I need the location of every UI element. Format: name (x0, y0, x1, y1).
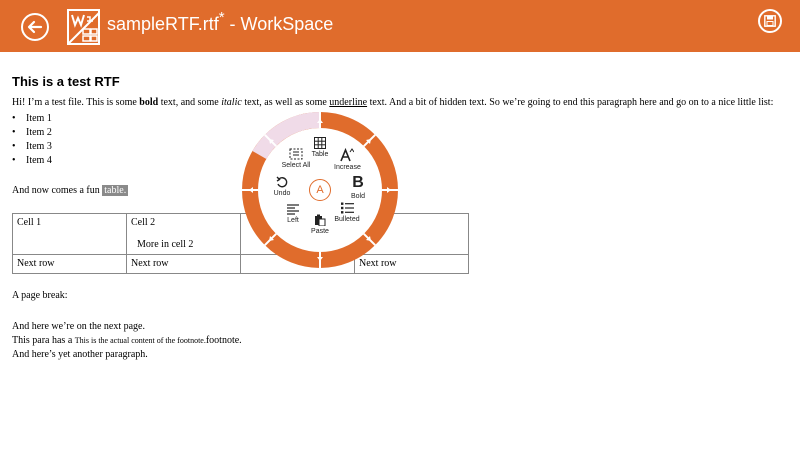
list-item: • Item 1 (12, 112, 792, 126)
document-body[interactable] (12, 74, 792, 362)
bulleted-list-button[interactable]: Bulleted (334, 202, 360, 223)
table-row (13, 255, 469, 274)
selected-text: table. (104, 185, 127, 196)
intro-paragraph: Hi! I’m a test file. This is some bold text, and some italic text, as well as some underline text. And a bit of hidden text. So we’re going to end this paragraph here and go on to a nice little list: (12, 97, 774, 108)
bold-button[interactable]: B Bold (346, 174, 370, 200)
next-page-paragraph: And here we’re on the next page. (12, 321, 145, 332)
footnote-paragraph: This para has a This is the actual content of the footnote.footnote. (12, 335, 242, 346)
back-arrow-icon (26, 18, 44, 36)
document-title (107, 9, 334, 35)
table-cell: Cell 2 More in cell 2 (127, 214, 241, 255)
list-item: • Item 3 (12, 140, 792, 154)
table-cell: Cell 1 (13, 214, 127, 255)
page-break-paragraph: A page break: (12, 290, 68, 301)
table-icon (314, 137, 326, 149)
table-row (13, 214, 469, 255)
paste-button[interactable]: Paste (308, 214, 332, 235)
select-all-icon (289, 148, 303, 160)
table-cell: Next row (13, 255, 127, 274)
save-button[interactable] (758, 9, 782, 33)
paste-icon (314, 214, 326, 226)
increase-font-button[interactable]: Increase (334, 148, 360, 171)
workspace-logo-icon (67, 9, 100, 45)
undo-button[interactable]: Undo (270, 176, 294, 197)
table-cell: Next row (355, 255, 469, 274)
app-name: - WorkSpace (224, 14, 334, 34)
file-name: sampleRTF.rtf (107, 14, 219, 34)
list-item: • Item 2 (12, 126, 792, 140)
select-all-button[interactable]: Select All (278, 148, 314, 169)
last-paragraph: And here’s yet another paragraph. (12, 349, 148, 360)
table-cell: Next row (127, 255, 241, 274)
font-format-center-button[interactable]: A (309, 179, 331, 201)
undo-icon (276, 176, 288, 188)
save-disk-icon (764, 15, 776, 27)
align-left-button[interactable]: Left (282, 204, 304, 224)
unsaved-indicator: * (218, 9, 225, 26)
document-heading: This is a test RTF (12, 74, 120, 89)
bulleted-list-icon (341, 202, 354, 214)
table-button[interactable]: Table (308, 137, 332, 158)
bold-icon: B (352, 174, 364, 191)
radial-menu[interactable] (242, 112, 398, 268)
increase-font-icon (340, 148, 354, 162)
document-table (12, 213, 469, 274)
title-bar (0, 0, 800, 52)
back-button[interactable] (21, 13, 49, 41)
align-left-icon (287, 204, 299, 215)
bullet-list (12, 112, 792, 168)
fun-paragraph: And now comes a fun table. (12, 185, 127, 196)
footnote-content: This is the actual content of the footnote. (74, 336, 206, 345)
list-item: • Item 4 (12, 154, 792, 168)
